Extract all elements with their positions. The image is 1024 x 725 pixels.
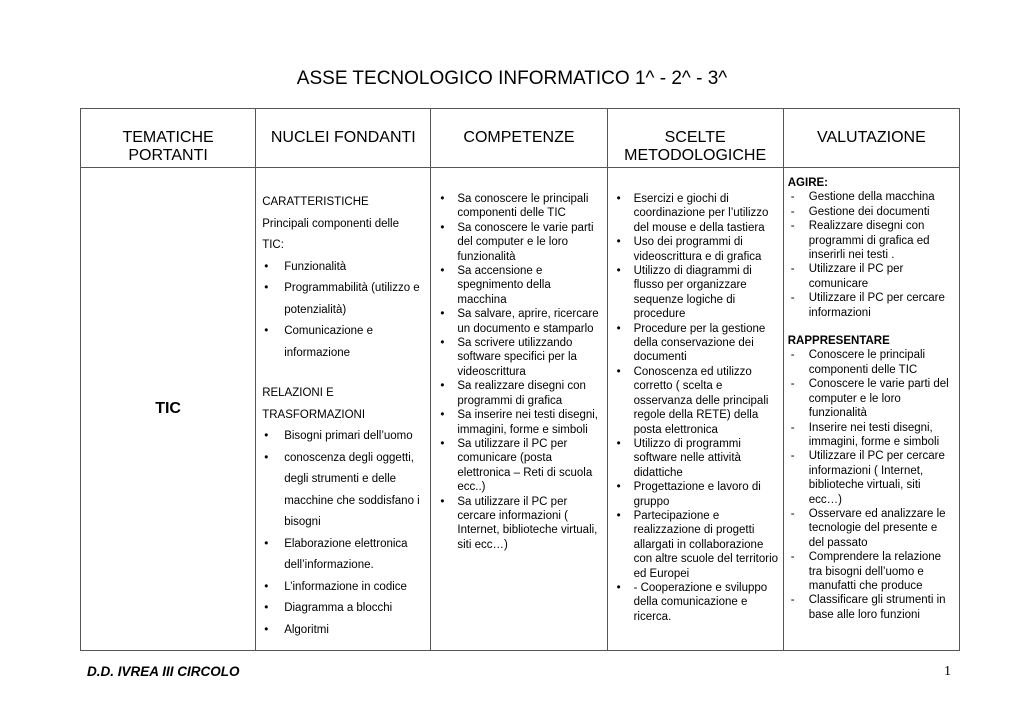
scelta-item: • Partecipazione e realizzazione di progetti allargati in collaborazione con altre scuole del territorio ed Europei (612, 509, 779, 581)
tematica-label: TIC (155, 400, 181, 417)
competenza-item: • Sa utilizzare il PC per comunicare (posta elettronica – Reti di scuola ecc..) (435, 437, 602, 495)
scelte-cell (607, 168, 783, 651)
agire-item: - Gestione della macchina (788, 190, 955, 204)
nuclei-heading-trasformazioni: TRASFORMAZIONI (262, 408, 366, 421)
rappresentare-item: - Comprendere la relazione tra bisogni dell’uomo e manufatti che produce (788, 550, 955, 593)
nuclei-bullet: • Bisogni primari dell’uomo (262, 426, 426, 448)
page-number: 1 (944, 664, 951, 679)
agire-item: - Realizzare disegni con programmi di grafica ed inserirli nei testi . (788, 219, 955, 262)
tematica-cell (81, 168, 256, 651)
agire-item: - Utilizzare il PC per comunicare (788, 262, 955, 291)
scelta-item: • - Cooperazione e sviluppo della comunicazione e ricerca. (612, 581, 779, 624)
header-scelte: SCELTE METODOLOGICHE (607, 109, 783, 168)
competenza-item: • Sa conoscere le varie parti del computer e le loro funzionalità (435, 221, 602, 264)
rappresentare-item: - Utilizzare il PC per cercare informazioni ( Internet, biblioteche virtuali, siti ecc…) (788, 449, 955, 507)
header-competenze: COMPETENZE (431, 109, 607, 168)
nuclei-line: TIC: (262, 239, 284, 251)
competenza-item: • Sa utilizzare il PC per cercare informazioni ( Internet, biblioteche virtuali, siti ecc…) (435, 495, 602, 553)
rappresentare-heading: RAPPRESENTARE (787, 335, 890, 348)
nuclei-bullet: • Diagramma a blocchi (262, 598, 426, 620)
competenze-cell (431, 168, 607, 651)
nuclei-cell (256, 168, 431, 651)
competenza-item: • Sa conoscere le principali componenti delle TIC (435, 192, 602, 221)
curriculum-table (80, 108, 960, 651)
nuclei-line: Principali componenti delle (262, 217, 399, 230)
rappresentare-item: - Osservare ed analizzare le tecnologie del presente e del passato (788, 507, 955, 550)
agire-item: - Utilizzare il PC per cercare informazioni (788, 291, 955, 320)
scelta-item: • Esercizi e giochi di coordinazione per l’utilizzo del mouse e della tastiera (612, 192, 779, 235)
nuclei-heading-relazioni: RELAZIONI E (262, 387, 334, 399)
competenza-item: • Sa salvare, aprire, ricercare un documento e stamparlo (435, 307, 602, 336)
competenza-item: • Sa accensione e spegnimento della macchina (435, 264, 602, 307)
scelta-item: • Utilizzo di programmi software nelle attività didattiche (612, 437, 779, 480)
footer-school: D.D. IVREA III CIRCOLO (87, 664, 240, 679)
scelta-item: • Progettazione e lavoro di gruppo (612, 480, 779, 509)
nuclei-bullet: • Programmabilità (utilizzo e potenzialità) (262, 278, 426, 321)
header-valutazione: VALUTAZIONE (783, 109, 959, 168)
header-row (81, 109, 960, 168)
rappresentare-item: - Classificare gli strumenti in base alle loro funzioni (788, 593, 955, 622)
scelta-item: • Conoscenza ed utilizzo corretto ( scelta e osservanza delle principali regole della RETE) della posta elettronica (612, 365, 779, 437)
page-title: ASSE TECNOLOGICO INFORMATICO 1^ - 2^ - 3^ (296, 68, 728, 89)
nuclei-bullet: • Algoritmi (262, 620, 426, 642)
nuclei-bullet: • L’informazione in codice (262, 577, 426, 599)
nuclei-bullet: • Funzionalità (262, 257, 426, 279)
content-row (81, 168, 960, 651)
nuclei-bullet: • conoscenza degli oggetti, degli strumenti e delle macchine che soddisfano i bisogni (262, 448, 426, 534)
agire-item: - Gestione dei documenti (788, 205, 955, 219)
valutazione-cell (783, 168, 959, 651)
header-tematiche: TEMATICHE PORTANTI (81, 109, 256, 168)
rappresentare-item: - Conoscere le principali componenti delle TIC (788, 348, 955, 377)
scelta-item: • Uso dei programmi di videoscrittura e di grafica (612, 235, 779, 264)
header-nuclei: NUCLEI FONDANTI (256, 109, 431, 168)
competenza-item: • Sa realizzare disegni con programmi di grafica (435, 379, 602, 408)
agire-heading: AGIRE: (787, 177, 828, 189)
nuclei-heading-caratteristiche: CARATTERISTICHE (262, 196, 369, 208)
rappresentare-item: - Inserire nei testi disegni, immagini, forme e simboli (788, 421, 955, 450)
nuclei-bullet: • Comunicazione e informazione (262, 321, 426, 364)
scelta-item: • Procedure per la gestione della conservazione dei documenti (612, 322, 779, 365)
scelta-item: • Utilizzo di diagrammi di flusso per organizzare sequenze logiche di procedure (612, 264, 779, 322)
nuclei-bullet: • Elaborazione elettronica dell’informazione. (262, 534, 426, 577)
rappresentare-item: - Conoscere le varie parti del computer e le loro funzionalità (788, 377, 955, 420)
competenza-item: • Sa scrivere utilizzando software specifici per la videoscrittura (435, 336, 602, 379)
competenza-item: • Sa inserire nei testi disegni, immagini, forme e simboli (435, 408, 602, 437)
